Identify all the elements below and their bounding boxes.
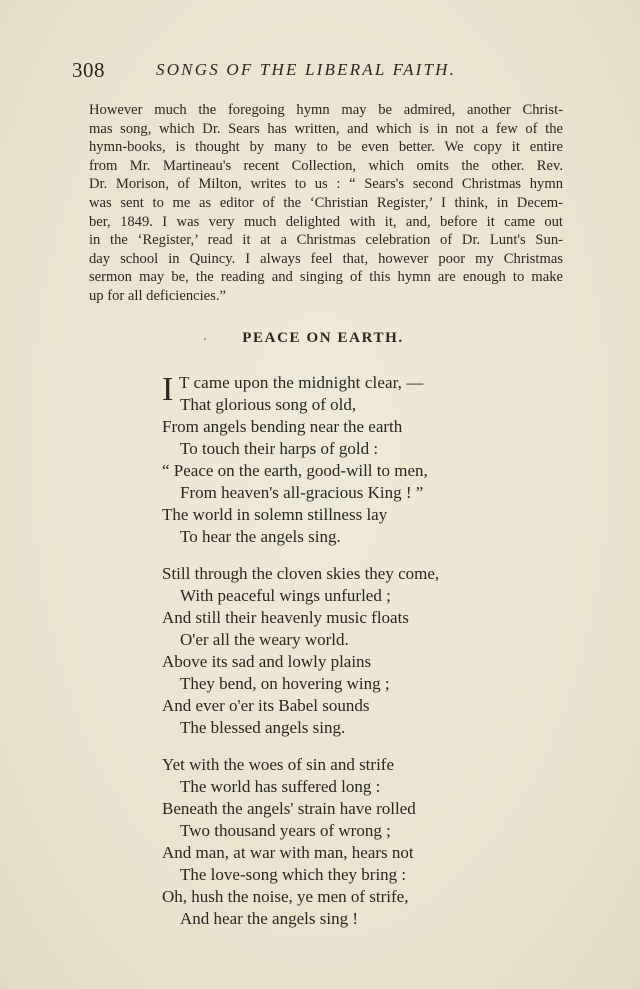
verse-line: And hear the angels sing ! [180,909,358,928]
verse-line: From angels bending near the earth [162,417,403,436]
page-number: 308 [72,58,105,82]
verse-line: “ Peace on the earth, good-will to men, [162,461,428,480]
verse-line: To touch their harps of gold : [180,439,379,458]
stanza-break [162,548,582,563]
intro-line: day school in Quincy. I always feel that, however poor my Christmas [89,250,563,267]
running-head [72,58,567,88]
verse-1 [162,372,582,548]
intro-line: in the ‘Register,’ read it at a Christmas celebration of Dr. Lunt's Sun- [89,232,563,249]
hymn-text [162,372,582,930]
verse-line: And man, at war with man, hears not [162,843,414,862]
verse-line: From heaven's all-gracious King ! ” [180,483,424,502]
intro-line: However much the foregoing hymn may be admired, another Christ- [89,102,563,118]
verse-line: Still through the cloven skies they come, [162,564,440,583]
verse-line: Beneath the angels' strain have rolled [162,799,416,818]
intro-line: was sent to me as editor of the ‘Christian Register,’ I think, in Decem- [89,194,563,211]
intro-line: sermon may be, the reading and singing of this hymn are enough to make [89,269,563,286]
intro-line: ber, 1849. I was very much delighted with it, and, before it came out [89,213,563,230]
verse-line: They bend, on hovering wing ; [180,674,390,693]
intro-line: up for all deficiencies.” [89,287,226,304]
intro-line: Dr. Morison, of Milton, writes to us : “ Sears's second Christmas hymn [89,176,563,193]
verse-line: The blessed angels sing. [180,718,346,737]
hymn-title: PEACE ON EARTH. [242,330,404,346]
verse-line: O'er all the weary world. [180,630,349,649]
verse-line: The world in solemn stillness lay [162,505,388,524]
running-title: SONGS OF THE LIBERAL FAITH. [156,60,457,79]
stanza-break [162,739,582,754]
verse-line: To hear the angels sing. [180,527,341,546]
verse-line: That glorious song of old, [180,395,357,414]
verse-line: Above its sad and lowly plains [162,652,372,671]
verse-line: Two thousand years of wrong ; [180,821,391,840]
verse-line: The world has suffered long : [180,777,381,796]
intro-line: mas song, which Dr. Sears has written, and which is in not a few of the [89,120,563,137]
verse-2 [162,563,582,739]
verse-3 [162,754,582,930]
verse-line: And ever o'er its Babel sounds [162,696,370,715]
verse-line: And still their heavenly music floats [162,608,409,627]
verse-line-text: T came upon the midnight clear, — [179,373,424,392]
drop-cap: I [162,371,174,408]
intro-line: hymn-books, is thought by many to be even better. We copy it entire [89,139,563,156]
verse-line: With peaceful wings unfurled ; [180,586,391,605]
intro-line: from Mr. Martineau's recent Collection, which omits the other. Rev. [89,157,563,174]
verse-line: Oh, hush the noise, ye men of strife, [162,887,409,906]
intro-paragraph [89,101,563,306]
verse-line: The love-song which they bring : [180,865,407,884]
verse-line: Yet with the woes of sin and strife [162,755,394,774]
